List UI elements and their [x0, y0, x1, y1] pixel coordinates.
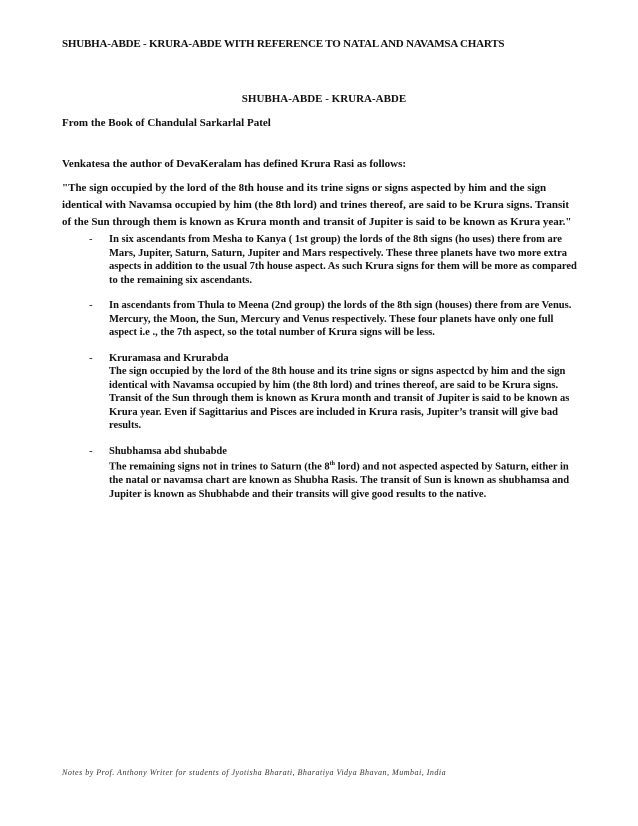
- list-item: [62, 299, 582, 340]
- bullet-dash: -: [89, 352, 93, 364]
- list-item-body: The sign occupied by the lord of the 8th house and its trine signs or signs aspectcd by him and the sign identical with Navamsa occupied by him (the 8th lord) and trines thereof, are said to be Krura signs. Transit of the Sun through them is known as Krura month and transit of Jupiter is said to be known as Krura year. Even if Sagittarius and Pisces are included in Krura rasis, Jupiter’s transit will give bad results.: [109, 366, 570, 431]
- document-title: SHUBHA-ABDE - KRURA-ABDE: [241, 93, 407, 105]
- body-text-end: lord) and not aspected aspected by Saturn, either in the natal or navamsa chart are known as Shubha Rasis. The transit of Sun is known as shubhamsa and Jupiter is known as Shubhabde and their transits will give good results to the native.: [109, 461, 570, 500]
- list-item-body: In ascendants from Thula to Meena (2nd group) the lords of the 8th sign (houses) there from are Venus. Mercury, the Moon, the Sun, Mercury and Venus respectively. These four planets have only one full aspect i.e ., the 7th aspect, so the total number of Krura signs will be less.: [109, 300, 572, 338]
- body-text-start: The remaining signs not in trines to Saturn (the 8: [109, 461, 330, 473]
- bullet-list: [62, 233, 582, 513]
- page-footer: Notes by Prof. Anthony Writer for students of Jyotisha Bharati, Bharatiya Vidya Bhavan, Mumbai, India: [62, 768, 447, 777]
- quote-paragraph: "The sign occupied by the lord of the 8th house and its trine signs or signs aspected by him and the sign identical with Navamsa occupied by him (the 8th lord) and trines thereof, are said to be Krura signs. Transit of the Sun through them is known as Krura month and transit of Jupiter is said to be known as Krura year.": [62, 182, 572, 228]
- list-item: [62, 233, 582, 287]
- list-item-heading: Kruramasa and Krurabda: [109, 352, 229, 364]
- list-item-heading: Shubhamsa abd shubabde: [109, 445, 227, 457]
- intro-paragraph: Venkatesa the author of DevaKeralam has defined Krura Rasi as follows:: [62, 158, 407, 170]
- list-item-body: [109, 458, 582, 501]
- superscript: th: [329, 461, 335, 467]
- list-item: [62, 445, 582, 502]
- bullet-dash: -: [89, 234, 93, 245]
- list-item: [62, 352, 582, 433]
- bullet-dash: -: [89, 445, 93, 457]
- source-line: From the Book of Chandulal Sarkarlal Patel: [62, 117, 271, 129]
- page-header: SHUBHA-ABDE - KRURA-ABDE WITH REFERENCE TO NATAL AND NAVAMSA CHARTS: [62, 38, 505, 50]
- list-item-body: In six ascendants from Mesha to Kanya ( 1st group) the lords of the 8th signs (ho uses) there from are Mars, Jupiter, Saturn, Saturn, Jupiter and Mars respectively. These three planets have two more extra aspects in addition to the usual 7th house aspect. As such Krura signs for them will be more as compared to the remaining six ascendants.: [109, 234, 577, 286]
- bullet-dash: -: [89, 300, 93, 311]
